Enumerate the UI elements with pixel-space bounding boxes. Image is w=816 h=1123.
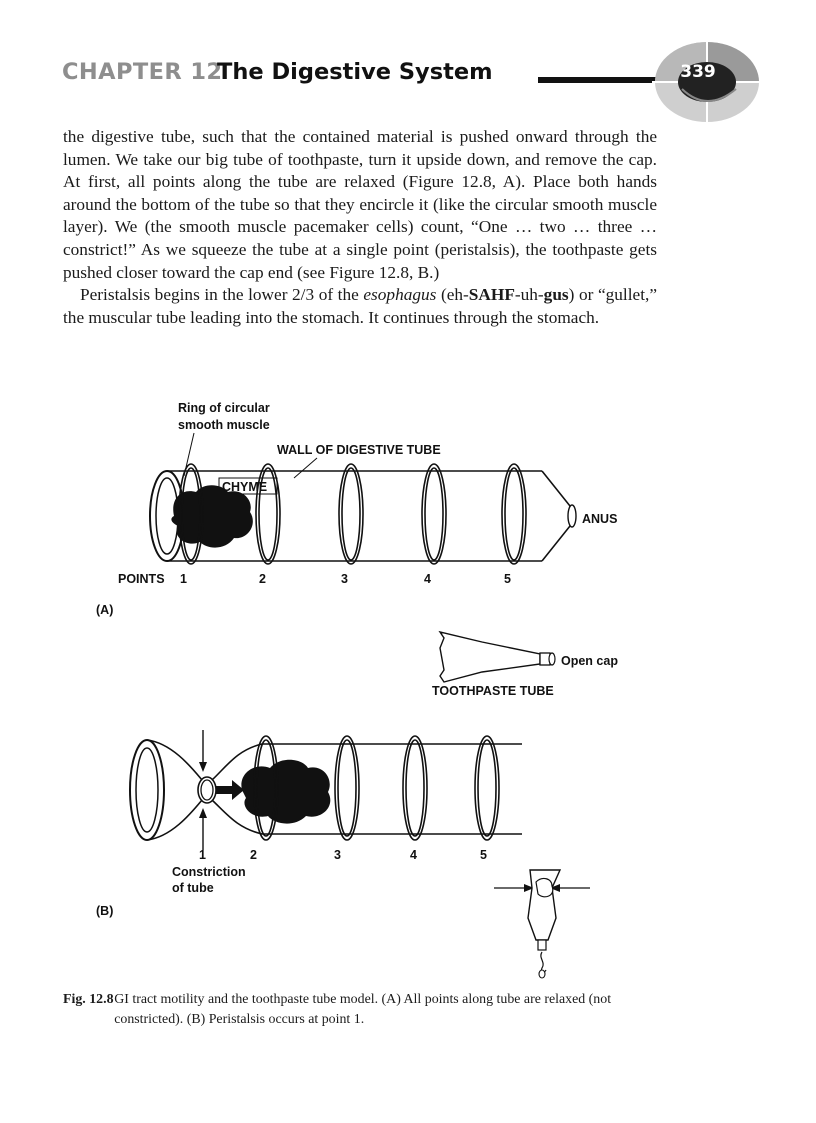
caption-text: GI tract motility and the toothpaste tube model. (A) All points along tube are relaxed (not constricted). (B) Peristalsis occurs at point 1.	[114, 992, 612, 1027]
toothpaste-tube-diagram	[432, 632, 618, 698]
squeezed-tube-icon	[494, 870, 590, 978]
body-text	[63, 126, 657, 329]
point-b-3: 3	[334, 848, 341, 862]
figure-caption	[63, 990, 663, 1030]
point-a-4: 4	[424, 572, 431, 586]
point-a-3: 3	[341, 572, 348, 586]
point-a-5: 5	[504, 572, 511, 586]
open-cap-label: Open cap	[561, 654, 618, 668]
point-a-1: 1	[180, 572, 187, 586]
ring-label-line2: smooth muscle	[178, 418, 270, 432]
points-label: POINTS	[118, 572, 165, 586]
panel-b-diagram	[96, 730, 590, 978]
chapter-title: The Digestive System	[217, 59, 493, 85]
constriction-label-line2: of tube	[172, 881, 214, 895]
chyme-label: CHYME	[222, 480, 268, 494]
constriction-label-line1: Constriction	[172, 865, 246, 879]
paragraph-1: the digestive tube, such that the contained material is pushed onward through the lumen. We take our big tube of toothpaste, turn it upside down, and remove the cap. At first, all points along the tube are relaxed (Figure 12.8, A). Place both hands around the bottom of the tube so that they encircle it (like the circular smooth muscle layer). We (the smooth muscle pacemaker cells) count, “One … two … three … constrict!” As we squeeze the tube at a single point (peristalsis), the toothpaste gets pushed closer toward the cap end (see Figure 12.8, B.)	[63, 127, 657, 282]
panel-a-diagram	[96, 401, 617, 617]
chapter-label: CHAPTER 12	[62, 59, 223, 85]
term-esophagus: esophagus	[363, 285, 437, 305]
page-number: 339	[680, 62, 716, 82]
point-b-5: 5	[480, 848, 487, 862]
toothpaste-tube-label: TOOTHPASTE TUBE	[432, 684, 554, 698]
point-b-1: 1	[199, 848, 206, 862]
panel-a-label: (A)	[96, 603, 114, 617]
point-b-4: 4	[410, 848, 417, 862]
panel-b-label: (B)	[96, 904, 114, 918]
page-header	[62, 57, 762, 107]
ring-label-line1: Ring of circular	[178, 401, 270, 415]
page-number-badge-icon	[652, 39, 762, 125]
point-a-2: 2	[259, 572, 266, 586]
anus-label: ANUS	[582, 512, 618, 526]
caption-label: Fig. 12.8	[63, 992, 114, 1007]
paragraph-2: Peristalsis begins in the lower 2/3 of the esophagus (eh-SAHF-uh-gus) or “gullet,” the muscular tube leading into the stomach. It continues through the stomach.	[63, 285, 657, 327]
wall-label: WALL OF DIGESTIVE TUBE	[277, 443, 441, 457]
point-b-2: 2	[250, 848, 257, 862]
figure-12-8	[62, 388, 682, 988]
